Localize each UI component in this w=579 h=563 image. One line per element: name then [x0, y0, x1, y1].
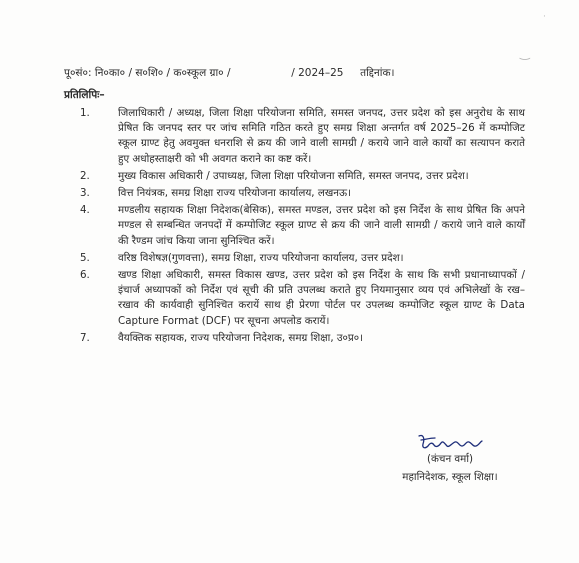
list-item — [80, 268, 525, 329]
list-item — [80, 106, 525, 167]
item-text: वरिष्ठ विशेषज्ञ(गुणवत्ता), समग्र शिक्षा, राज्य परियोजना कार्यालय, उत्तर प्रदेश। — [118, 251, 404, 264]
handwritten-signature — [415, 432, 485, 454]
item-number: 7. — [80, 331, 90, 344]
reference-line — [64, 66, 395, 80]
ref-date: तद्दिनांक। — [360, 67, 395, 79]
item-number: 4. — [80, 204, 90, 217]
list-item — [80, 186, 525, 201]
signatory-name: (कंचन वर्मा) — [426, 453, 474, 465]
item-text: मुख्य विकास अधिकारी / उपाध्यक्ष, जिला शिक्षा परियोजना समिति, समस्त जनपद, उत्तर प्रदेश। — [118, 169, 469, 182]
item-number: 2. — [80, 169, 90, 182]
item-text: वित्त नियंत्रक, समग्र शिक्षा राज्य परियोजना कार्यालय, लखनऊ। — [118, 187, 351, 200]
item-text: मण्डलीय सहायक शिक्षा निदेशक(बेसिक), समस्त मण्डल, उत्तर प्रदेश को इस निर्देश के साथ प्रेषित कि अपने मण्डल से सम्बन्धित जनपदों में कम्पोजिट स्कूल ग्राण्ट से क्रय की जाने वाली सामग्री / कराये जाने वाले कार्यों की रैण्डम जांच किया जाना सुनिश्चित करें। — [118, 204, 525, 247]
list-item — [80, 169, 525, 184]
item-number: 3. — [80, 187, 90, 200]
ref-number: पू०सं०: नि०का० / स०शि० / क०स्कूल ग्रा० / — [64, 67, 231, 79]
list-item — [80, 203, 525, 249]
ref-year: / 2024–25 — [291, 67, 344, 79]
list-item — [80, 331, 525, 346]
item-number: 5. — [80, 251, 90, 264]
item-text: जिलाधिकारी / अध्यक्ष, जिला शिक्षा परियोजना समिति, समस्त जनपद, उत्तर प्रदेश को इस अनुरोध के साथ प्रेषित कि जनपद स्तर पर जांच समिति गठित करते हुए समग्र शिक्षा अन्तर्गत वर्ष 2025–26 में कम्पोजिट स्कूल ग्राण्ट हेतु अवमुक्त धनराशि से क्रय की जाने वाली सामग्री / कराये जाने वाले कार्यों का सत्यापन कराते हुए अधोहस्ताक्षरी को भी अवगत कराने का कष्ट करें। — [118, 107, 525, 165]
list-item — [80, 251, 525, 266]
copy-list — [80, 106, 525, 348]
item-text: वैयक्तिक सहायक, राज्य परियोजना निदेशक, समग्र शिक्षा, उ०प्र०। — [118, 331, 364, 344]
item-number: 1. — [80, 107, 90, 119]
item-number: 6. — [80, 269, 90, 282]
signatory-designation: महानिदेशक, स्कूल शिक्षा। — [402, 471, 498, 483]
scan-speck: · — [543, 12, 546, 22]
signature-block — [370, 432, 530, 484]
copy-to-label: प्रतिलिपिः– — [64, 89, 105, 101]
item-text: खण्ड शिक्षा अधिकारी, समस्त विकास खण्ड, उत्तर प्रदेश को इस निर्देश के साथ कि सभी प्रधानाध्यापकों / इंचार्ज अध्यापकों को निर्देश एवं सूची की प्रति उपलब्ध कराते हुए नियमानुसार व्यय एवं अभिलेखों के रख–रखाव की कार्यवाही सुनिश्चित करायें साथ ही प्रेरणा पोर्टल पर उपलब्ध कम्पोजिट स्कूल ग्राण्ट के Data Capture Format (DCF) पर सूचना अपलोड करायें। — [118, 269, 525, 327]
scan-speck: ‿ — [520, 46, 530, 60]
